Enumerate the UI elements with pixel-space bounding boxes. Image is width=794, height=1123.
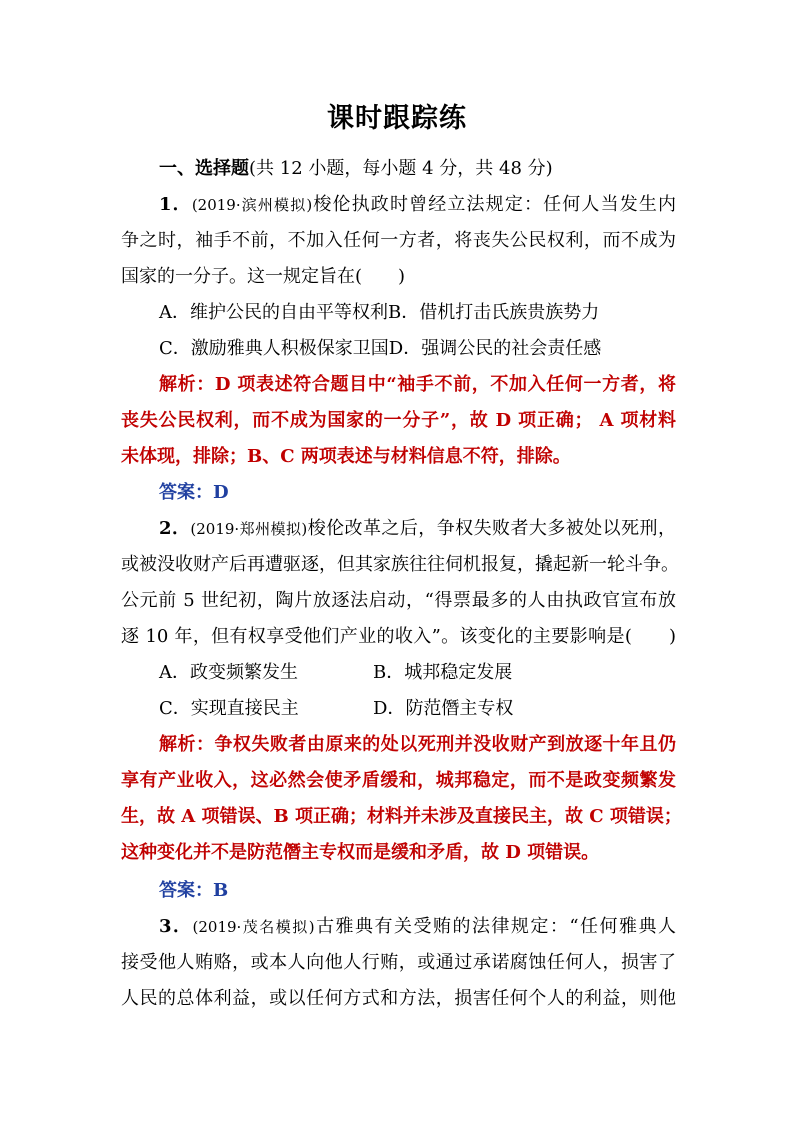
question-source: (2019·郑州模拟) [190, 520, 308, 538]
question-stem-line: 国家的一分子。这一规定旨在( ) [121, 266, 406, 287]
question-stem-line: 争之时，袖手不前，不加入任何一方者，将丧失公民权利，而不成为 [121, 230, 676, 251]
options-row [159, 697, 676, 721]
page-title: 课时跟踪练 [327, 103, 467, 134]
section-heading [159, 157, 676, 181]
answer-value: ：D [195, 482, 229, 503]
option-c-label: C． [159, 698, 191, 719]
analysis-line: 这种变化并不是防范僭主专权而是缓和矛盾，故 D 项错误。 [121, 842, 600, 863]
answer-line [159, 879, 676, 903]
analysis-line: 未体现，排除；B、C 两项表述与材料信息不符，排除。 [121, 446, 571, 467]
question-stem-line: 公元前 5 世纪初，陶片放逐法启动，“得票最多的人由执政官宣布放 [121, 590, 676, 611]
analysis-text: ：争权失败者由原来的处以死刑并没收财产到放逐十年且仍 [195, 734, 677, 755]
analysis-line: 生，故 A 项错误、B 项正确；材料并未涉及直接民主，故 C 项错误； [121, 806, 682, 827]
question-stem-line: 接受他人贿赂，或本人向他人行贿，或通过承诺腐蚀任何人，损害了 [121, 952, 676, 973]
section-heading-info: (共 12 小题，每小题 4 分，共 48 分) [249, 158, 553, 179]
analysis-label: 解析 [159, 374, 197, 395]
option-b-text: 城邦稳定发展 [404, 662, 513, 683]
option-a-label: A． [159, 302, 190, 323]
options-row [159, 661, 676, 685]
option-c-text: 激励雅典人积极保家卫国 [190, 338, 389, 359]
analysis-line: 享有产业收入，这必然会使矛盾缓和，城邦稳定，而不是政变频繁发 [121, 770, 676, 791]
analysis-label: 解析 [159, 734, 196, 755]
option-d-label: D． [373, 698, 406, 719]
question-stem-line: 或被没收财产后再遭驱逐，但其家族往往伺机报复，撬起新一轮斗争。 [121, 554, 679, 575]
option-c-text: 实现直接民主 [190, 698, 299, 719]
question-stem-text: 梭伦改革之后，争权失败者大多被处以死刑， [307, 518, 676, 539]
option-d-label: D． [388, 338, 422, 359]
options-row [159, 301, 676, 325]
question-1-line-1 [159, 193, 676, 217]
option-b-text: 借机打击氏族贵族势力 [419, 302, 600, 323]
option-a-text: 维护公民的自由平等权利 [190, 302, 388, 323]
question-2-line-1 [159, 517, 676, 541]
question-stem-text: 梭伦执政时曾经立法规定：任何人当发生内 [312, 194, 677, 215]
analysis-line: 丧失公民权利，而不成为国家的一分子”，故 D 项正确； A 项材料 [121, 410, 676, 431]
question-number: 3． [159, 916, 193, 937]
option-d-text: 防范僭主专权 [405, 698, 514, 719]
question-stem-line: 人民的总体利益，或以任何方式和方法，损害任何个人的利益，则他 [121, 988, 676, 1009]
option-a-label: A． [159, 662, 190, 683]
section-heading-label: 一、选择题 [159, 158, 249, 179]
option-d-text: 强调公民的社会责任感 [421, 338, 602, 359]
question-number: 1． [159, 194, 192, 215]
question-number: 2． [159, 518, 191, 539]
answer-line [159, 481, 676, 505]
option-c-label: C． [159, 338, 191, 359]
option-b-label: B． [373, 662, 405, 683]
answer-label: 答案 [159, 880, 195, 901]
answer-label: 答案 [159, 482, 195, 503]
analysis-line [159, 373, 676, 397]
options-row [159, 337, 676, 361]
option-c [159, 697, 373, 721]
option-a-text: 政变频繁发生 [190, 662, 298, 683]
option-b-label: B． [388, 302, 420, 323]
analysis-line [159, 733, 676, 757]
answer-value: ：B [195, 880, 229, 901]
question-source: (2019·滨州模拟) [191, 196, 313, 214]
option-a [159, 661, 373, 685]
question-source: (2019·茂名模拟) [192, 918, 315, 936]
question-3-line-1 [159, 915, 676, 939]
question-stem-text: 古雅典有关受贿的法律规定：“任何雅典人 [314, 916, 676, 937]
analysis-text: ：D 项表述符合题目中“袖手不前，不加入任何一方者，将 [196, 374, 677, 395]
question-stem-line: 逐 10 年，但有权享受他们产业的收入”。该变化的主要影响是( ) [121, 626, 676, 647]
